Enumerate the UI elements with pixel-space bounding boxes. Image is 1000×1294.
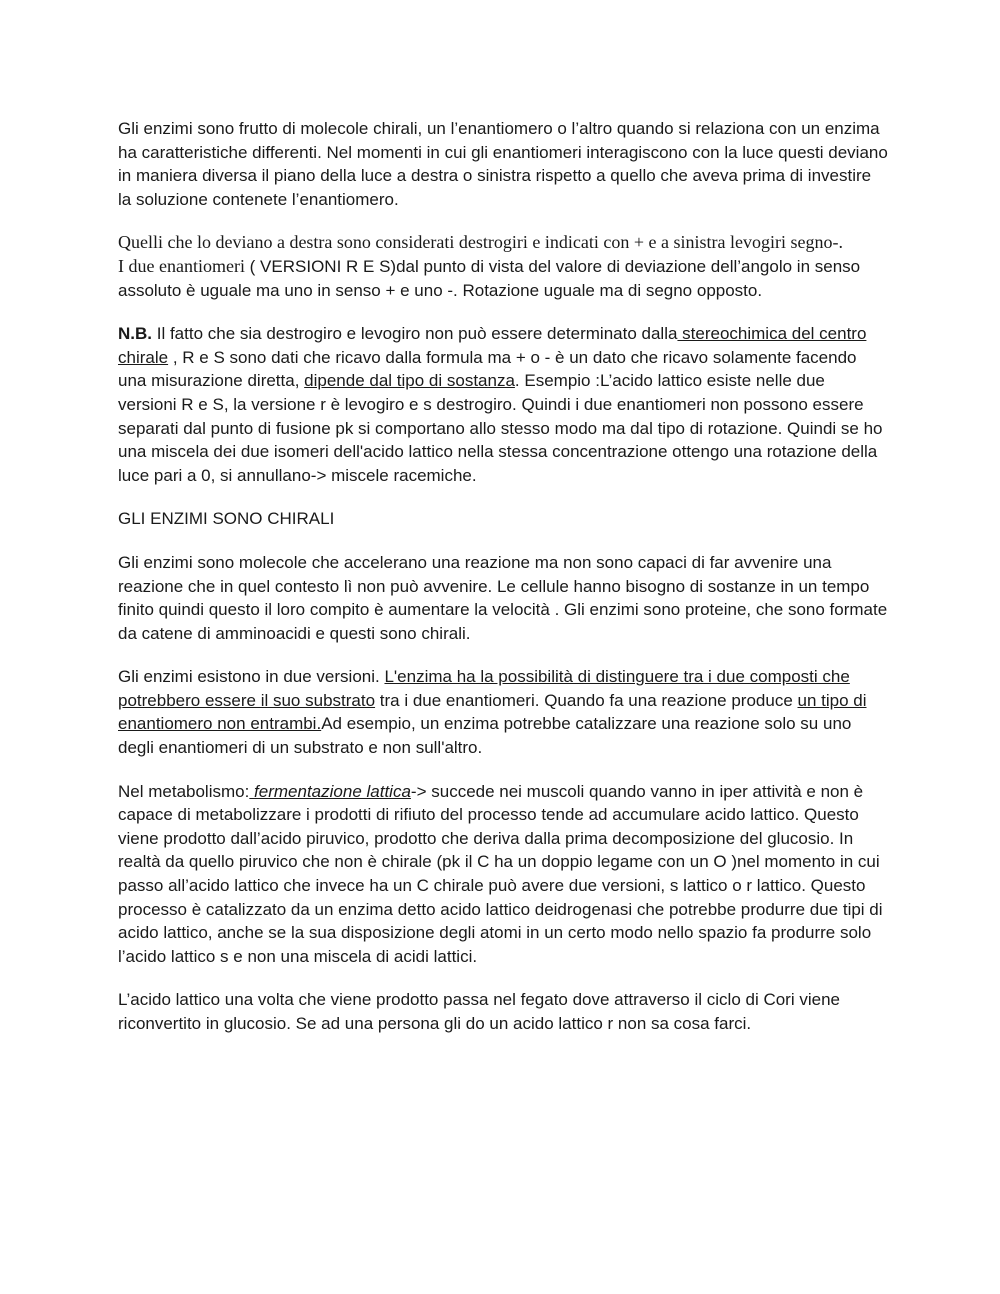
versioni-text-3: Ad esempio, un enzima potrebbe catalizzare una reazione solo su uno degli enantiomeri di un substrato e non sull'altro. <box>118 714 852 758</box>
paragraph-versioni <box>118 665 888 759</box>
paragraph-cori: L’acido lattico una volta che viene prodotto passa nel fegato dove attraverso il ciclo di Cori viene riconvertito in glucosio. Se ad una persona gli do un acido lattico r non sa cosa farci. <box>118 990 840 1033</box>
underline-enantiomero: un tipo di enantiomero non entrambi. <box>118 690 867 734</box>
nb-text-2: , R e S sono dati che ricavo dalla formula ma + o - è un dato che ricavo solamente facendo una misurazione diretta, <box>118 347 857 391</box>
nb-text-3: . Esempio :L’acido lattico esiste nelle due versioni R e S, la versione r è levogiro e s destrogiro. Quindi i due enantiomeri non possono essere separati dal punto di fusione pk si comportano allo stesso modo ma dal tipo di rotazione. Quindi se ho una miscela dei due isomeri dell'acido lattico nella stessa concentrazione ottengo una rotazione della luce pari a 0, si annullano-> miscele racemiche. <box>118 371 883 485</box>
document-page <box>118 117 888 1056</box>
versioni-text-1: Gli enzimi esistono in due versioni. <box>118 667 385 687</box>
serif-text-destrogiri: Quelli che lo deviano a destra sono considerati destrogiri e indicati con + e a sinistra levogiri segno-. <box>118 232 843 253</box>
nb-label: N.B. <box>118 324 152 344</box>
versioni-text-2: tra i due enantiomeri. Quando fa una reazione produce <box>375 690 798 710</box>
serif-text-enantiomeri: I due enantiomeri <box>118 255 245 276</box>
paragraph-intro: Gli enzimi sono frutto di molecole chirali, un l’enantiomero o l’altro quando si relaziona con un enzima ha caratteristiche differenti. Nel momenti in cui gli enantiomeri interagiscono con la luce questi deviano in maniera diversa il piano della luce a destra o sinistra rispetto a quello che aveva prima di investire la soluzione contenete l’enantiomero. <box>118 119 888 209</box>
paragraph-nb <box>118 322 888 487</box>
metabolismo-text-1: Nel metabolismo: <box>118 781 250 801</box>
paragraph-metabolismo <box>118 780 888 969</box>
underline-distinguere: L'enzima ha la possibilità di distinguere tra i due composti che potrebbero essere il suo substrato <box>118 667 850 710</box>
section-heading: GLI ENZIMI SONO CHIRALI <box>118 509 335 529</box>
paragraph-rotation <box>118 231 888 302</box>
underline-fermentazione: fermentazione lattica <box>249 781 411 801</box>
underline-stereochimica: stereochimica del centro chirale <box>118 324 867 367</box>
text-versioni: ( VERSIONI R E S)dal punto di vista del valore di deviazione dell’angolo in senso assoluto è uguale ma uno in senso + e uno -. Rotazione uguale ma di segno opposto. <box>118 256 861 300</box>
nb-text-1: Il fatto che sia destrogiro e levogiro non può essere determinato dalla <box>152 324 678 344</box>
metabolismo-text-2: -> succede nei muscoli quando vanno in iper attività e non è capace di metabolizzare i prodotti di rifiuto del processo tende ad accumulare acido lattico. Questo viene prodotto dall’acido piruvico, prodotto che deriva dalla prima decomposizione del glucosio. In realtà da quello piruvico che non è chirale (pk il C ha un doppio legame con un O )nel momento in cui passo all’acido lattico che invece ha un C chirale può avere due versioni, s lattico o r lattico. Questo processo è catalizzato da un enzima detto acido lattico deidrogenasi che potrebbe produrre due tipi di acido lattico, anche se la sua disposizione degli atomi in un certo modo nello spazio fa produrre solo l’acido lattico s e non una miscela di acidi lattici. <box>118 781 883 966</box>
underline-dipende: dipende dal tipo di sostanza <box>304 371 515 391</box>
paragraph-enzimi: Gli enzimi sono molecole che accelerano una reazione ma non sono capaci di far avvenire una reazione che in quel contesto lì non può avvenire. Le cellule hanno bisogno di sostanze in un tempo finito quindi questo il loro compito è aumentare la velocità . Gli enzimi sono proteine, che sono formate da catene di amminoacidi e questi sono chirali. <box>118 552 888 643</box>
